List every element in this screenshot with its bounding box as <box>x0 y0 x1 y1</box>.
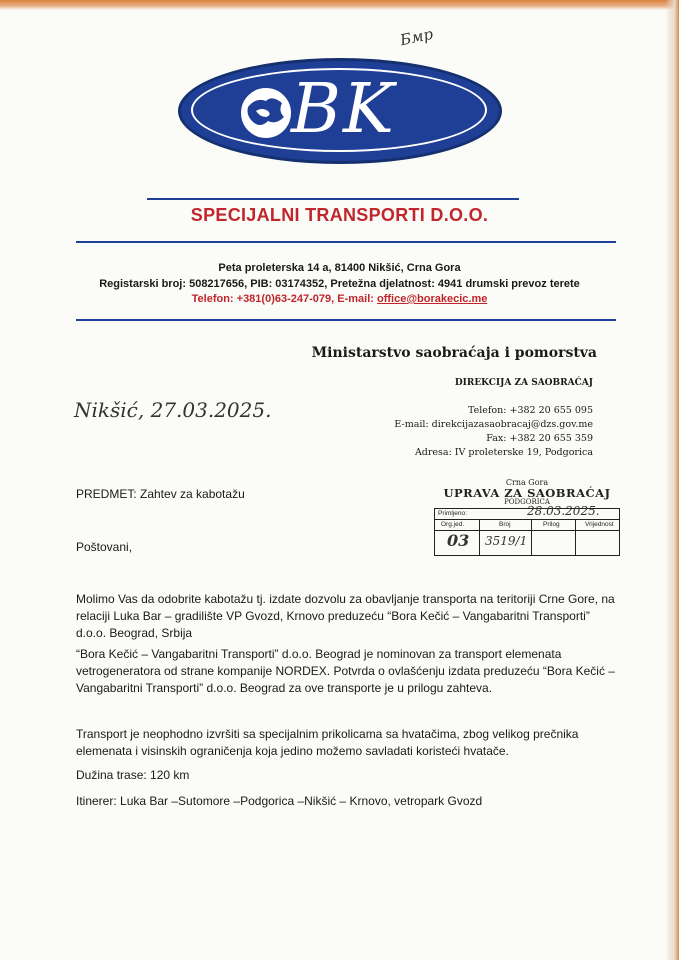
stamp-number-label: Broj <box>499 521 511 528</box>
recipient-direkcija: DIREKCIJA ZA SAOBRAĆAJ <box>454 378 593 388</box>
stamp-value-label: Vrijednost <box>585 521 614 528</box>
stamp-country: Crna Gora <box>505 478 549 487</box>
address-line-2: Registarski broj: 508217656, PIB: 03174352, Pretežna djelatnost: 4941 drumski prevoz terete <box>99 278 580 290</box>
email-link[interactable]: office@borakecic.me <box>376 293 488 305</box>
paper-top-edge <box>0 0 679 10</box>
stamp-col-line-1 <box>479 519 480 555</box>
phone-email-label: Telefon: +381(0)63-247-079, E-mail: <box>191 293 377 305</box>
stamp-received-label: Primljeno: <box>438 510 467 517</box>
stamp-col-line-3 <box>575 519 576 555</box>
company-logo <box>178 58 502 164</box>
received-stamp <box>428 478 626 550</box>
body-paragraph-5: Itinerer: Luka Bar –Sutomore –Podgorica –Nikšić – Krnovo, vetropark Gvozd <box>76 794 483 808</box>
paper-right-edge <box>665 0 679 960</box>
body-paragraph-2: “Bora Kečić – Vangabaritni Transporti” d.o.o. Beograd je nominovan za transport elemenata vetrogeneratora od strane kompanije NORDEX. Potvrda o ovlašćenju izdata preduzeću “Bora Kečić – Vangabaritni Transporti” d.o.o. Beograd za ove transporte je u prilogu zahteva. <box>76 647 615 695</box>
recipient-fax: Fax: +382 20 655 359 <box>486 433 593 444</box>
greeting: Poštovani, <box>76 540 133 554</box>
stamp-received-date: 28.03.2025. <box>527 504 600 518</box>
stamp-col-line-2 <box>531 519 532 555</box>
stamp-authority: UPRAVA ZA SAOBRAĆAJ <box>443 486 611 500</box>
body-paragraph-1: Molimo Vas da odobrite kabotažu tj. izdate dozvolu za obavljanje transporta na teritoriji Crne Gore, na relaciji Luka Bar – gradilište VP Gvozd, Krnovo preduzeću “Bora Kečić – Vangabaritni Transporti” d.o.o. Beograd, Srbija <box>76 592 615 640</box>
handwritten-date: Nikšić, 27.03.2025. <box>74 398 272 422</box>
stamp-org-value: 03 <box>447 531 470 550</box>
header-rule-top <box>147 198 519 200</box>
header-rule-mid <box>76 241 616 243</box>
stamp-row-line-1 <box>435 519 619 520</box>
logo-letters: BK <box>291 70 396 149</box>
address-line-3 <box>0 293 679 305</box>
stamp-attachment-label: Prilog <box>543 521 560 528</box>
handwritten-note: Бмр <box>398 24 435 50</box>
subject-line: PREDMET: Zahtev za kabotažu <box>76 487 245 501</box>
recipient-phone: Telefon: +382 20 655 095 <box>468 405 593 416</box>
recipient-email: E-mail: direkcijazasaobracaj@dzs.gov.me <box>394 419 593 430</box>
body-paragraph-4: Dužina trase: 120 km <box>76 768 190 782</box>
recipient-address: Adresa: IV proleterske 19, Podgorica <box>414 447 593 458</box>
company-name: SPECIJALNI TRANSPORTI D.O.O. <box>190 205 489 225</box>
address-line-1: Peta proleterska 14 a, 81400 Nikšić, Crna Gora <box>218 262 461 274</box>
body-paragraph-3: Transport je neophodno izvršiti sa specijalnim prikolicama sa hvatačima, zbog velikog prečnika elemenata i visinskih ograničenja koja jedino možemo savladati koristeći hvatače. <box>76 727 579 758</box>
recipient-ministry: Ministarstvo saobraćaja i pomorstva <box>311 345 597 361</box>
stamp-grid <box>434 504 620 556</box>
stamp-number-value: 3519/1 <box>485 534 528 548</box>
stamp-city: PODGORICA <box>504 498 550 506</box>
header-rule-bottom <box>76 319 616 321</box>
stamp-org-label: Org.jed. <box>441 521 465 528</box>
globe-icon <box>238 85 294 141</box>
